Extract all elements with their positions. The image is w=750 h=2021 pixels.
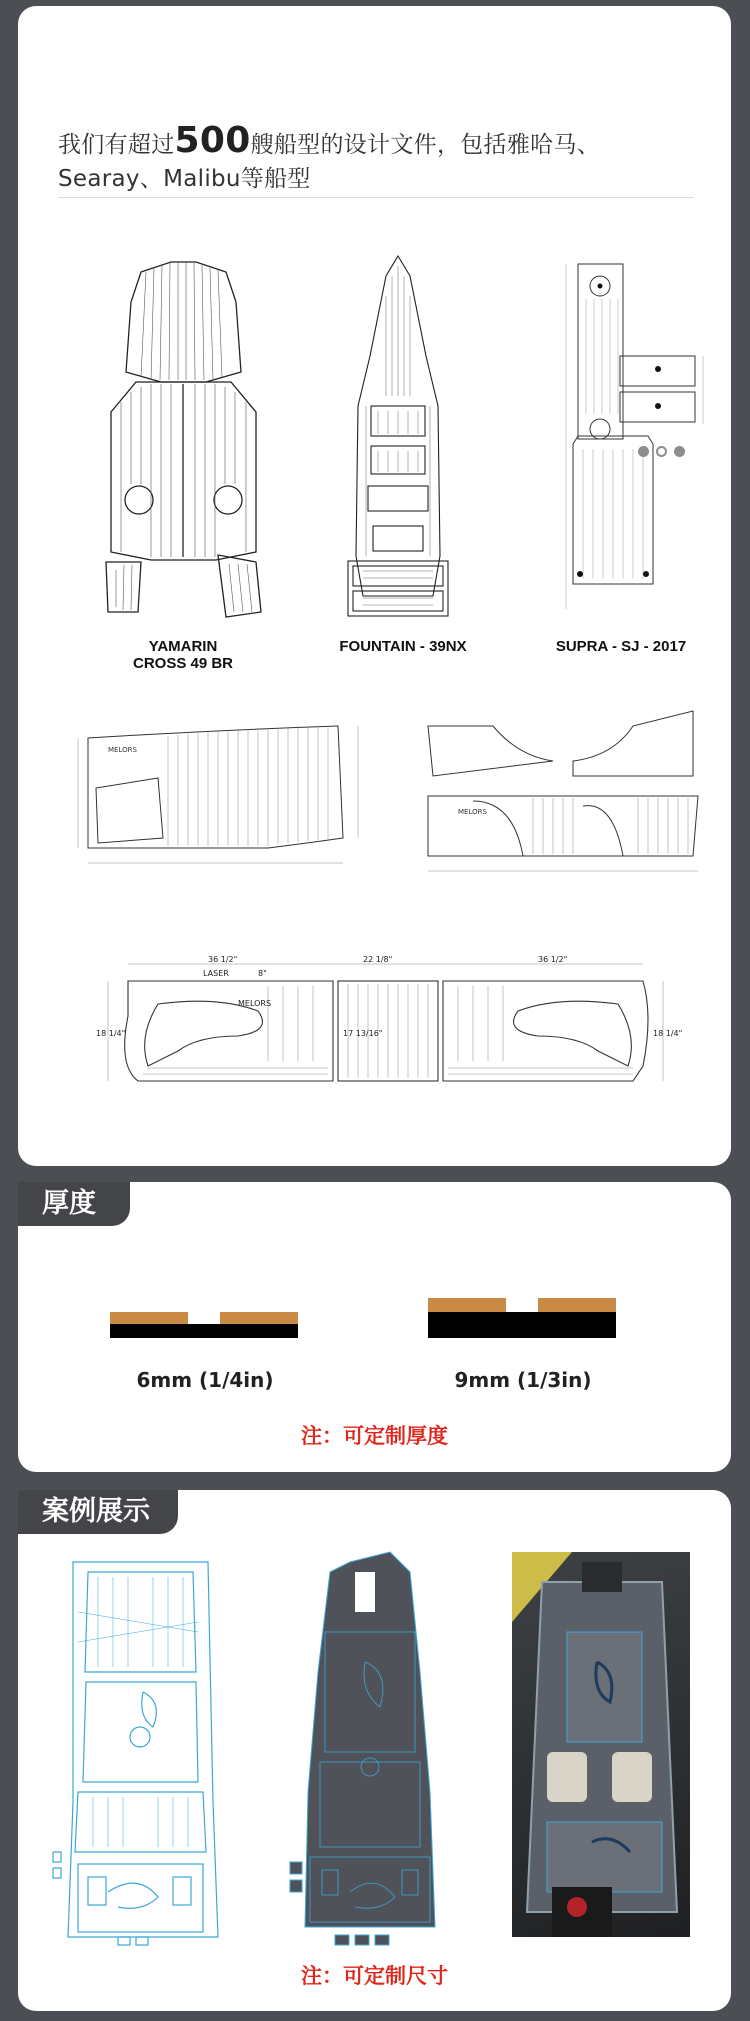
thickness-6mm-sample bbox=[110, 1312, 298, 1338]
render-hatch bbox=[355, 1572, 375, 1612]
cases-title: 案例展示 bbox=[18, 1490, 178, 1534]
dim-label-3: 36 1/2" bbox=[538, 955, 568, 964]
model-caption-yamarin bbox=[98, 638, 268, 672]
dim-label-8: 8" bbox=[258, 969, 267, 978]
model-caption-supra: SUPRA - SJ - 2017 bbox=[555, 638, 687, 655]
supra-diagram bbox=[558, 264, 713, 609]
thickness-card bbox=[18, 1182, 731, 1472]
black-layer bbox=[428, 1312, 616, 1338]
headline-suffix: 艘船型的设计文件，包括雅哈马、Searay、Malibu等船型 bbox=[58, 132, 601, 192]
thickness-title: 厚度 bbox=[18, 1182, 130, 1226]
thickness-6mm-label: 6mm (1/4in) bbox=[136, 1368, 274, 1392]
divider bbox=[58, 197, 694, 198]
case-photo bbox=[512, 1552, 690, 1937]
carousel-dot-2[interactable] bbox=[656, 446, 667, 457]
cases-card bbox=[18, 1490, 731, 2011]
teak-layer-right bbox=[220, 1312, 298, 1324]
headline-number: 500 bbox=[174, 120, 251, 161]
teak-layer-left bbox=[428, 1298, 506, 1312]
thickness-9mm-sample bbox=[428, 1298, 616, 1338]
brand-mark-3: MELORS bbox=[238, 999, 272, 1008]
swim-platform-diagram-3 bbox=[96, 955, 683, 1096]
dim-label-2: 22 1/8" bbox=[363, 955, 393, 964]
dim-label-5: 17 13/16" bbox=[343, 1029, 383, 1038]
thickness-9mm-label: 9mm (1/3in) bbox=[454, 1368, 592, 1392]
teak-layer-right bbox=[538, 1298, 616, 1312]
headline-prefix: 我们有超过 bbox=[58, 132, 175, 158]
swim-platform-diagram-2 bbox=[413, 706, 713, 881]
laser-label: LASER bbox=[203, 969, 229, 978]
case-line-drawing bbox=[48, 1552, 233, 1947]
size-note: 注：可定制尺寸 bbox=[301, 1964, 448, 1988]
carousel-dot-3[interactable] bbox=[674, 446, 685, 457]
carousel-dot-1[interactable] bbox=[638, 446, 649, 457]
swim-platform-diagram-1 bbox=[68, 718, 378, 878]
case-photo-boat bbox=[512, 1552, 690, 1937]
carousel-dots[interactable] bbox=[638, 442, 692, 461]
fountain-diagram bbox=[338, 256, 458, 621]
model-caption-fountain: FOUNTAIN - 39NX bbox=[339, 638, 467, 655]
headline bbox=[58, 120, 698, 196]
yamarin-diagram bbox=[96, 262, 271, 622]
case-render bbox=[280, 1552, 460, 1947]
thickness-note: 注：可定制厚度 bbox=[301, 1424, 448, 1448]
design-card bbox=[18, 6, 731, 1166]
black-layer bbox=[110, 1324, 298, 1338]
dim-label-6: 18 1/4" bbox=[653, 1029, 683, 1038]
teak-layer-left bbox=[110, 1312, 188, 1324]
model-caption-yamarin-line1: YAMARIN bbox=[148, 638, 218, 655]
model-caption-yamarin-line2: CROSS 49 BR bbox=[132, 655, 234, 672]
dim-label-1: 36 1/2" bbox=[208, 955, 238, 964]
dim-label-4: 18 1/4" bbox=[96, 1029, 126, 1038]
brand-mark-1: MELORS bbox=[108, 746, 137, 754]
brand-mark-2: MELORS bbox=[458, 808, 487, 816]
